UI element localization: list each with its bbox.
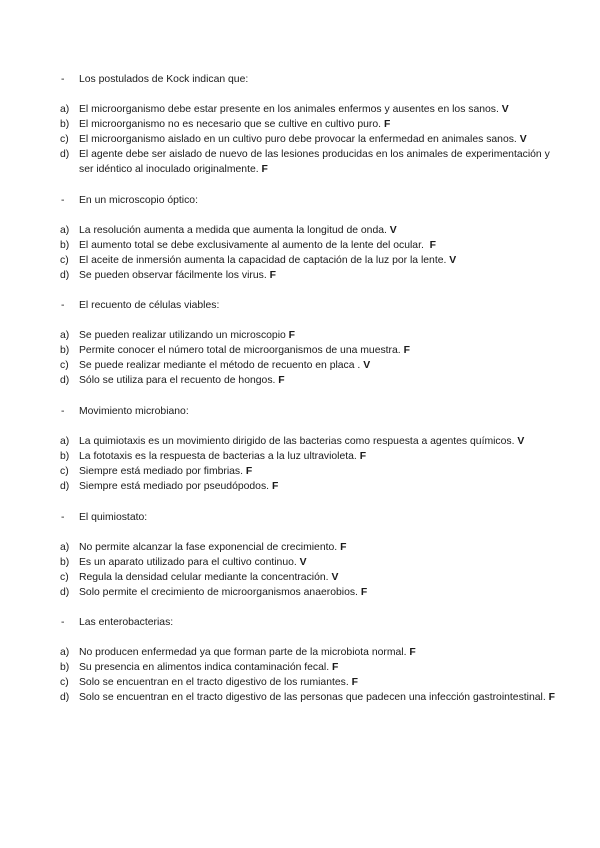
question-stem: El quimiostato: <box>79 512 148 523</box>
option-c <box>0 358 559 373</box>
option-text: El aceite de inmersión aumenta la capacidad de captación de la luz por la lente. <box>79 255 447 266</box>
option-c <box>0 675 559 690</box>
option-text: Su presencia en alimentos indica contaminación fecal. <box>79 662 330 673</box>
option-text: Solo se encuentran en el tracto digestivo de los rumiantes. <box>79 677 349 688</box>
answer-mark: F <box>383 119 391 130</box>
options-list <box>0 434 600 494</box>
option-a <box>0 434 559 449</box>
option-letter: a) <box>60 436 70 447</box>
answer-mark: F <box>288 330 296 341</box>
answer-mark: V <box>389 225 397 236</box>
option-letter: d) <box>60 149 70 160</box>
answer-mark: F <box>269 270 276 281</box>
option-text: No producen enfermedad ya que forman parte de la microbiota normal. <box>79 647 407 658</box>
option-letter: c) <box>60 255 69 266</box>
option-letter: b) <box>60 345 70 356</box>
question-heading <box>0 72 600 87</box>
answer-mark: V <box>501 104 509 115</box>
question-stem: Las enterobacterias: <box>79 617 174 628</box>
answer-mark: V <box>331 572 339 583</box>
option-text: Regula la densidad celular mediante la concentración. <box>79 572 329 583</box>
question-heading <box>0 193 600 208</box>
option-b <box>0 449 559 464</box>
option-letter: d) <box>60 270 70 281</box>
dash-bullet: - <box>61 617 65 628</box>
option-letter: d) <box>60 375 70 386</box>
dash-bullet: - <box>61 74 65 85</box>
answer-mark: F <box>261 164 268 175</box>
question-heading <box>0 404 600 419</box>
option-c <box>0 253 559 268</box>
option-letter: b) <box>60 662 70 673</box>
option-letter: d) <box>60 692 70 703</box>
answer-mark: F <box>245 466 253 477</box>
option-b <box>0 660 559 675</box>
question-1 <box>0 72 600 175</box>
option-a <box>0 223 559 238</box>
option-text: El microorganismo no es necesario que se cultive en cultivo puro. <box>79 119 382 130</box>
dash-bullet: - <box>61 300 65 311</box>
option-text: Se pueden observar fácilmente los virus. <box>79 270 267 281</box>
question-stem: En un microscopio óptico: <box>79 195 198 206</box>
option-letter: b) <box>60 240 70 251</box>
options-list <box>0 102 600 177</box>
question-heading <box>0 298 600 313</box>
answer-mark: F <box>548 692 555 703</box>
answer-mark: V <box>519 134 527 145</box>
answer-mark: F <box>351 677 358 688</box>
dash-bullet: - <box>61 195 65 206</box>
option-c <box>0 570 559 585</box>
option-c <box>0 464 559 479</box>
options-list <box>0 540 600 600</box>
option-letter: c) <box>60 572 69 583</box>
answer-mark: V <box>517 436 525 447</box>
option-b <box>0 117 559 132</box>
question-stem: Movimiento microbiano: <box>79 406 189 417</box>
option-d <box>0 585 559 600</box>
option-letter: b) <box>60 557 70 568</box>
option-text: El microorganismo debe estar presente en los animales enfermos y ausentes en los sanos. <box>79 104 499 115</box>
option-b <box>0 343 559 358</box>
option-letter: a) <box>60 647 70 658</box>
option-text: Sólo se utiliza para el recuento de hongos. <box>79 375 276 386</box>
answer-mark: F <box>429 240 436 251</box>
option-a <box>0 540 559 555</box>
option-text: El microorganismo aislado en un cultivo puro debe provocar la enfermedad en animales sanos. <box>79 134 517 145</box>
option-letter: c) <box>60 466 69 477</box>
option-text: No permite alcanzar la fase exponencial de crecimiento. <box>79 542 338 553</box>
answer-mark: V <box>449 255 457 266</box>
question-6 <box>0 615 600 703</box>
option-d <box>0 479 559 494</box>
option-letter: b) <box>60 451 70 462</box>
option-text: Siempre está mediado por fimbrias. <box>79 466 244 477</box>
answer-mark: F <box>271 481 279 492</box>
option-d <box>0 690 559 705</box>
option-a <box>0 645 559 660</box>
answer-mark: F <box>340 542 347 553</box>
answer-mark: F <box>332 662 339 673</box>
option-text: Es un aparato utilizado para el cultivo continuo. <box>79 557 297 568</box>
answer-mark: V <box>363 360 371 371</box>
option-d <box>0 373 559 388</box>
question-5 <box>0 510 600 598</box>
option-text: El agente debe ser aislado de nuevo de las lesiones producidas en los animales de experimentación y ser idéntico al inoculado originalmente. <box>79 149 550 175</box>
answer-mark: F <box>360 587 368 598</box>
question-stem: El recuento de células viables: <box>79 300 220 311</box>
option-a <box>0 328 559 343</box>
option-c <box>0 132 559 147</box>
question-stem: Los postulados de Kock indican que: <box>79 74 249 85</box>
answer-mark: F <box>403 345 410 356</box>
options-list <box>0 223 600 283</box>
option-letter: b) <box>60 119 70 130</box>
option-letter: a) <box>60 330 70 341</box>
question-2 <box>0 193 600 281</box>
option-letter: d) <box>60 481 70 492</box>
option-letter: c) <box>60 360 69 371</box>
option-b <box>0 555 559 570</box>
answer-mark: F <box>359 451 367 462</box>
question-heading <box>0 510 600 525</box>
answer-mark: F <box>409 647 416 658</box>
option-text: La resolución aumenta a medida que aumenta la longitud de onda. <box>79 225 387 236</box>
answer-mark: V <box>299 557 307 568</box>
option-text: Solo permite el crecimiento de microorganismos anaerobios. <box>79 587 358 598</box>
option-text: El aumento total se debe exclusivamente al aumento de la lente del ocular. <box>79 240 424 251</box>
option-letter: d) <box>60 587 70 598</box>
options-list <box>0 645 600 705</box>
option-a <box>0 102 559 117</box>
dash-bullet: - <box>61 406 65 417</box>
option-text: Se pueden realizar utilizando un microscopio <box>79 330 286 341</box>
option-letter: c) <box>60 677 69 688</box>
option-letter: a) <box>60 542 70 553</box>
option-text: Se puede realizar mediante el método de recuento en placa . <box>79 360 361 371</box>
option-text: La quimiotaxis es un movimiento dirigido de las bacterias como respuesta a agentes químicos. <box>79 436 515 447</box>
question-heading <box>0 615 600 630</box>
option-b <box>0 238 559 253</box>
option-text: La fototaxis es la respuesta de bacterias a la luz ultravioleta. <box>79 451 357 462</box>
option-text: Solo se encuentran en el tracto digestivo de las personas que padecen una infección gastrointestinal. <box>79 692 546 703</box>
dash-bullet: - <box>61 512 65 523</box>
question-4 <box>0 404 600 492</box>
option-text: Permite conocer el número total de microorganismos de una muestra. <box>79 345 401 356</box>
answer-mark: F <box>278 375 285 386</box>
option-text: Siempre está mediado por pseudópodos. <box>79 481 270 492</box>
option-letter: a) <box>60 225 70 236</box>
option-letter: c) <box>60 134 69 145</box>
option-d <box>0 268 559 283</box>
options-list <box>0 328 600 388</box>
option-d <box>0 147 559 177</box>
question-3 <box>0 298 600 386</box>
option-letter: a) <box>60 104 70 115</box>
